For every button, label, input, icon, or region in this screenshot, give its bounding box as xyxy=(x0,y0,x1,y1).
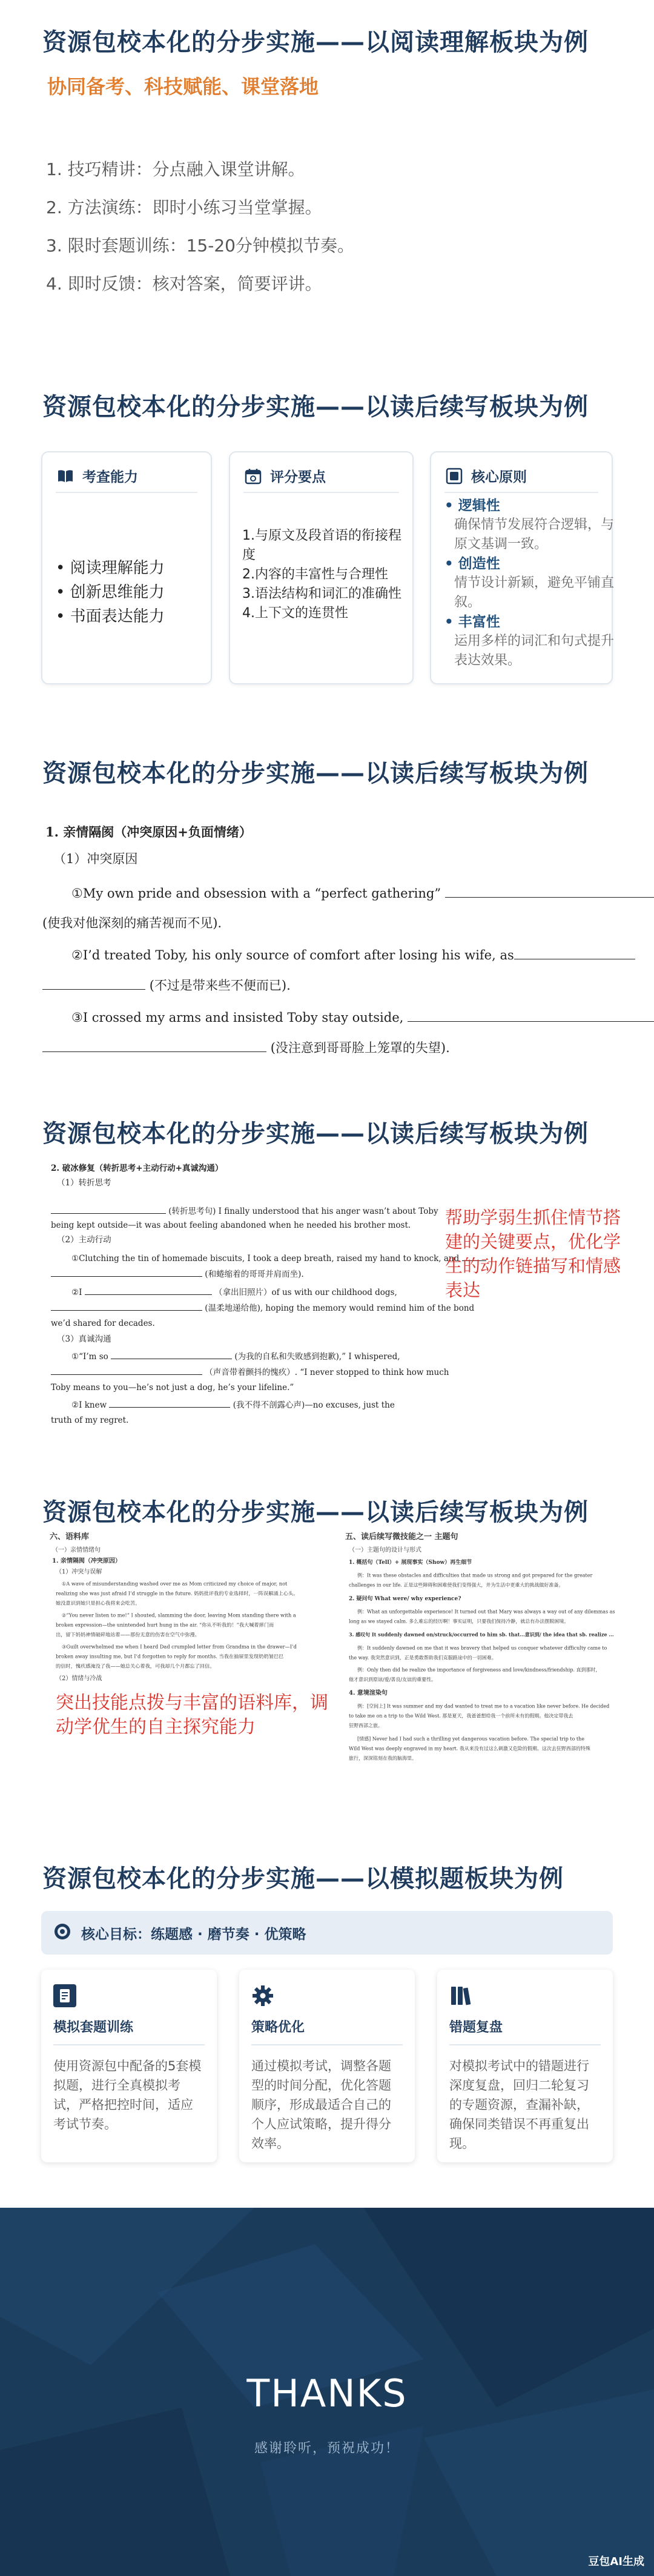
slide-title: 资源包校本化的分步实施——以读后续写板块为例 xyxy=(42,760,589,787)
corpus-line: 2. 疑问句 What were/ why experience? xyxy=(349,1595,461,1602)
corpus-line: 他才意识到原谅/爱/善良/友谊的重要性。 xyxy=(349,1677,437,1683)
exercise-line: being kept outside—it was about feeling abandoned when he needed his brother most. xyxy=(51,1220,411,1230)
card-title: 错题复盘 xyxy=(449,2017,601,2045)
corpus-line: challenges in our life. 正是这些障碍和困难使我们变得强大，并为生活中更重大的挑战做好准备。 xyxy=(349,1583,564,1588)
corpus-line: 六、语料库 xyxy=(50,1532,90,1541)
exercise-line: (使我对他深刻的痛苦视而不见). xyxy=(42,916,222,930)
book-icon xyxy=(56,466,75,486)
corpus-line: long as we stayed calm. 多么难忘的经历啊！事实证明，只要我们保持冷静，就总有办法摆脱困境。 xyxy=(349,1619,569,1624)
step-list xyxy=(46,156,354,309)
exercise-line: ②I knew xyxy=(71,1400,107,1410)
list-item: • 书面表达能力 xyxy=(56,608,165,626)
slide-continuation-corpus xyxy=(0,1478,654,1817)
core-icon xyxy=(444,466,464,486)
card-text: 通过模拟考试，调整各题型的时间分配，优化答题顺序，形成最适合自己的个人应试策略，提升得分效率。 xyxy=(251,2059,391,2151)
answer-blank[interactable] xyxy=(109,1399,230,1408)
corpus-line: broken expression—the unintended hurt hung in the air. “你从不听我的！”我大喊着摔门而 xyxy=(56,1622,274,1629)
principle-heading: • 逻辑性 xyxy=(444,498,500,514)
slide-title: 资源包校本化的分步实施——以读后续写板块为例 xyxy=(42,1120,589,1148)
exercise-line: ①My own pride and obsession with a “perfect gathering” xyxy=(71,886,441,901)
corpus-line: 例：It was these obstacles and difficulties that made us strong and got prepared for the greater xyxy=(357,1573,593,1578)
corpus-line: to take me on a trip to the Wild West. 那是夏天，我爸爸想给我一个前所未有的假期。他决定带我去 xyxy=(349,1713,573,1719)
answer-blank[interactable] xyxy=(445,884,654,898)
corpus-line: （1）冲突与误解 xyxy=(56,1569,102,1575)
corpus-line: 狂野西部之旅。 xyxy=(349,1723,383,1729)
answer-blank[interactable] xyxy=(85,1286,212,1295)
calendar-icon xyxy=(243,466,263,486)
exercise-line: ③I crossed my arms and insisted Toby stay outside, xyxy=(71,1010,404,1025)
corpus-line: 出，留下妈妈神情破碎地站着——那份无意的伤害在空气中弥漫。 xyxy=(56,1632,200,1638)
document-icon xyxy=(53,1984,76,2007)
list-item: 1.与原文及段首语的衔接程度 xyxy=(242,528,401,563)
corpus-line: （2）情绪与冷战 xyxy=(56,1675,102,1682)
exercise-line: （拿出旧照片）of us with our childhood dogs, xyxy=(214,1288,397,1297)
exercise-line: (温柔地递给他), hoping the memory would remind him of the bond xyxy=(205,1303,475,1313)
slide-title: 资源包校本化的分步实施——以读后续写板块为例 xyxy=(42,393,589,421)
principle-text: 确保情节发展符合逻辑，与原文基调一致。 xyxy=(454,517,615,552)
exercise-line: （声音带着颤抖的愧疚）. “I never stopped to think how much xyxy=(205,1368,449,1377)
teaching-note: 突出技能点拨与丰富的语料库，调动学优生的自主探究能力 xyxy=(56,1692,328,1738)
ability-card xyxy=(41,451,212,684)
corpus-line: （一）亲情情绪句 xyxy=(52,1547,101,1554)
principle-text: 运用多样的词汇和句式提升表达效果。 xyxy=(454,634,615,668)
review-card xyxy=(437,1970,613,2162)
card-header xyxy=(243,452,399,493)
corpus-line: the way. 我突然意识到，正是勇敢帮助我们克服路途中的一切困难。 xyxy=(349,1655,497,1661)
exercise-line: ②I’d treated Toby, his only source of comfort after losing his wife, as xyxy=(71,948,514,962)
answer-blank[interactable] xyxy=(51,1366,202,1375)
exercise-line: ①Clutching the tin of homemade biscuits, I took a deep breath, raised my hand to knock, and xyxy=(71,1254,460,1263)
corpus-line: （一）主题句的设计与形式 xyxy=(349,1547,421,1554)
corpus-line: ③Guilt overwhelmed me when I heard Dad crumpled letter from Grandma in the drawer—I’d xyxy=(62,1644,297,1651)
exercise-line: ①“I’m so xyxy=(71,1352,108,1362)
corpus-line: [情感] Never had I had such a thrilling yet dangerous vacation before. The special trip to the xyxy=(357,1737,585,1742)
corpus-line: ②“You never listen to me!” I shouted, slamming the door, leaving Mom standing there with a xyxy=(62,1612,296,1619)
corpus-line: 五、读后续写微技能之一 主题句 xyxy=(345,1532,458,1541)
goal-text: 核心目标：练题感 · 磨节奏 · 优策略 xyxy=(81,1926,306,1942)
exercise-line: ②I xyxy=(71,1288,82,1297)
target-icon xyxy=(53,1922,71,1943)
corpus-line: 例：It suddenly dawned on me that it was bravery that helped us conquer whatever difficulty came to xyxy=(357,1646,607,1651)
corpus-line: 3. 感叹句 It suddenly dawned on/struck/occurred to him sb. that...意识到/ the idea that sb. realize ... xyxy=(349,1632,614,1638)
slide-continuation-overview xyxy=(0,357,654,709)
list-item: 3.语法结构和词汇的准确性 xyxy=(242,586,401,601)
slide-mock-exam xyxy=(0,1835,654,2199)
goal-banner xyxy=(41,1911,613,1955)
exercise-line: (转折思考句) I finally understood that his anger wasn’t about Toby xyxy=(168,1207,438,1216)
answer-blank[interactable] xyxy=(514,946,635,959)
list-item: 3. 限时套题训练：15-20分钟模拟节奏。 xyxy=(46,236,354,256)
list-item: • 阅读理解能力 xyxy=(56,559,165,577)
exercise-line: (为我的自私和失败感到抱歉),” I whispered, xyxy=(234,1352,400,1362)
corpus-line: 4. 意境渲染句 xyxy=(349,1690,388,1697)
books-icon xyxy=(449,1984,472,2007)
list-item: 1. 技巧精讲：分点融入课堂讲解。 xyxy=(46,159,305,179)
scoring-card xyxy=(229,451,414,684)
card-text: 对模拟考试中的错题进行深度复盘，回归二轮复习的专题资源，查漏补缺，确保同类错误不再重复出现。 xyxy=(449,2059,589,2151)
card-header xyxy=(444,452,598,493)
card-title: 策略优化 xyxy=(251,2017,403,2045)
slide-title: 资源包校本化的分步实施——以读后续写板块为例 xyxy=(42,1498,589,1526)
corpus-line: ①A wave of misunderstanding washed over me as Mom criticized my choice of major, not xyxy=(62,1581,288,1588)
answer-blank[interactable] xyxy=(408,1008,654,1022)
corpus-line: 1. 概括句（Tell）+ 展现事实（Show）再生细节 xyxy=(349,1559,472,1566)
answer-blank[interactable] xyxy=(51,1302,202,1311)
teaching-note: 帮助学弱生抓住情节搭建的关键要点，优化学生的动作链描写和情感表达 xyxy=(445,1207,621,1300)
corpus-line: 例：Only then did he realize the importance of forgiveness and love/kindness/friendship. 直到那时， xyxy=(357,1667,601,1673)
principle-card xyxy=(430,451,613,684)
exercise-line: truth of my regret. xyxy=(51,1415,129,1425)
list-item: 4. 即时反馈：核对答案，简要评讲。 xyxy=(46,274,322,294)
slide-subtitle: 协同备考、科技赋能、课堂落地 xyxy=(47,75,319,98)
thanks-subtitle: 感谢聆听，预祝成功！ xyxy=(254,2441,400,2456)
exercise-line: (和蜷缩着的哥哥并肩而坐). xyxy=(205,1270,304,1279)
card-title: 评分要点 xyxy=(270,469,326,485)
answer-blank[interactable] xyxy=(51,1268,202,1277)
list-item: 2. 方法演练：即时小练习当堂掌握。 xyxy=(46,197,322,217)
answer-blank[interactable] xyxy=(42,1039,266,1052)
gear-icon xyxy=(251,1984,274,2007)
corpus-line: 她没意识到她只是担心我将来会吃苦。 xyxy=(56,1600,140,1607)
slide-title: 资源包校本化的分步实施——以模拟题板块为例 xyxy=(42,1865,564,1893)
slide-title: 资源包校本化的分步实施——以阅读理解板块为例 xyxy=(42,28,589,56)
exercise-line: (不过是带来些不便而已). xyxy=(149,978,291,993)
answer-blank[interactable] xyxy=(51,1205,166,1214)
corpus-line: 旅行，深深铭刻在我的脑海里。 xyxy=(349,1756,417,1761)
corpus-line: 例：[空间上] It was summer and my dad wanted to treat me to a vacation like never before. He decided xyxy=(357,1704,610,1709)
list-item: 4.上下文的连贯性 xyxy=(242,606,348,621)
exercise-line: （1）转折思考 xyxy=(57,1178,111,1188)
exercise-line: （3）真诚沟通 xyxy=(57,1334,111,1344)
corpus-line: realizing she was just afraid I’d struggle in the future. 妈妈批评我的专业选择时，一阵误解涌上心头。 xyxy=(56,1591,299,1597)
corpus-line: broken away insulting me, but I’d forgotten to reply for months. 当我在抽屉里发现奶奶皱巴巴 xyxy=(56,1654,284,1660)
card-title: 模拟套题训练 xyxy=(53,2017,205,2045)
mock-card xyxy=(41,1970,217,2162)
corpus-line: 的信时，愧疚感淹没了我——她总关心着我，可我却几个月都忘了回信。 xyxy=(56,1663,215,1670)
exercise-line: （2）主动行动 xyxy=(57,1235,111,1245)
corpus-line: Wild West was deeply engraved in my heart. 我从来没有过这么刺激又危险的假期。这次去狂野西部的特殊 xyxy=(349,1746,590,1752)
principle-heading: • 创造性 xyxy=(444,556,500,572)
exercise-line: Toby means to you—he’s not just a dog, he’s your lifeline.” xyxy=(51,1383,294,1392)
exercise-line: (我不得不剖露心声)—no excuses, just the xyxy=(233,1400,395,1410)
list-item: • 创新思维能力 xyxy=(56,583,165,601)
exercise-heading: 1. 亲情隔阂（冲突原因+负面情绪） xyxy=(45,824,252,839)
slide-reading xyxy=(0,0,654,339)
answer-blank[interactable] xyxy=(42,976,145,990)
exercise-subheading: （1）冲突原因 xyxy=(53,852,138,866)
list-item: 2.内容的丰富性与合理性 xyxy=(242,567,388,582)
card-title: 考查能力 xyxy=(82,469,138,485)
card-text: 使用资源包中配备的5套模拟题，进行全真模拟考试，严格把控时间，适应考试节奏。 xyxy=(53,2059,202,2131)
slide-thanks xyxy=(0,2208,654,2576)
exercise-line: we’d shared for decades. xyxy=(51,1319,155,1328)
strategy-card xyxy=(239,1970,415,2162)
slide-continuation-repair xyxy=(0,1096,654,1472)
exercise-line: (没注意到哥哥脸上笼罩的失望). xyxy=(270,1041,450,1055)
card-title: 核心原则 xyxy=(471,469,527,485)
principle-text: 情节设计新颖，避免平铺直叙。 xyxy=(454,575,615,610)
corpus-line: 例：What an unforgettable experience! It turned out that Mary was always a way out of any dilemmas as xyxy=(357,1609,615,1615)
exercise-heading: 2. 破冰修复（转折思考+主动行动+真诚沟通） xyxy=(51,1164,223,1173)
slide-continuation-exercise xyxy=(0,739,654,1078)
corpus-line: 1. 亲情隔阂（冲突原因） xyxy=(52,1558,121,1564)
answer-blank[interactable] xyxy=(111,1351,232,1359)
principle-heading: • 丰富性 xyxy=(444,614,500,630)
card-header xyxy=(56,452,197,493)
watermark: 豆包AI生成 xyxy=(588,2555,644,2568)
thanks-title: THANKS xyxy=(246,2371,408,2415)
